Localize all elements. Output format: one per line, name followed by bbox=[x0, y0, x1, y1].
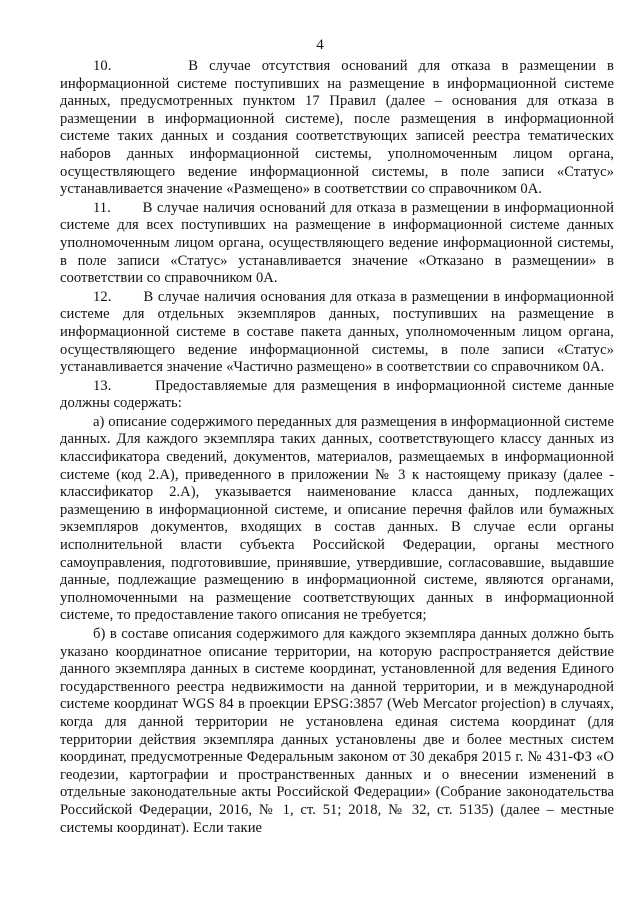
paragraph-12: 12. В случае наличия основания для отказа в размещении в информационной системе для отдельных экземпляров данных, поступивших на размещение в информационной системе в составе пакета данных, уполномоченным лицом органа, осуществляющего ведение информационной системы, в поле записи «Статус» устанавливается значение «Частично размещено» в соответствии со справочником 0А. bbox=[60, 288, 614, 376]
document-body bbox=[60, 58, 614, 838]
paragraph-10: 10. В случае отсутствия оснований для отказа в размещении в информационной системе поступивших на размещение в информационной системе данных, предусмотренных пунктом 17 Правил (далее – основания для отказа в размещении в информационной системе), после размещения в информационной системе таких данных и создания соответствующих записей реестра тематических наборов данных информационной системы, уполномоченным лицом органа, осуществляющего ведение информационной системы, в поле записи «Статус» устанавливается значение «Размещено» в соответствии со справочником 0А. bbox=[60, 58, 614, 198]
subparagraph-b: б) в составе описания содержимого для каждого экземпляра данных должно быть указано координатное описание территории, на которую распространяется действие данного экземпляра данных в системе координат, установленной для ведения Единого государственного реестра недвижимости на данной территории, и в международной системе координат WGS 84 в проекции EPSG:3857 (Web Mercator projection) в случаях, когда для данной территории не установлена единая система координат (для территории действия экземпляра данных установлены две и более местных систем координат, предусмотренные Федеральным законом от 30 декабря 2015 г. № 431-ФЗ «О геодезии, картографии и пространственных данных и о внесении изменений в отдельные законодательные акты Российской Федерации» (Собрание законодательства Российской Федерации, 2016, № 1, ст. 51; 2018, № 32, ст. 5135) (далее – местные системы координат). Если такие bbox=[60, 626, 614, 836]
subparagraph-a: а) описание содержимого переданных для размещения в информационной системе данных. Для каждого экземпляра таких данных, соответствующего классу данных из классификатора сведений, документов, материалов, размещаемых в информационной системе (код 2.А), приведенного в приложении № 3 к настоящему приказу (далее - классификатор 2.А), указывается наименование класса данных, подлежащих размещению в информационной системе, и описание перечня файлов или бумажных экземпляров документов, входящих в состав данных. В случае если органы исполнительной власти субъекта Российской Федерации, органы местного самоуправления, подготовившие, принявшие, утвердившие, согласовавшие, выдавшие данные, подлежащие размещению в информационной системе, являются органами, уполномоченными на размещение соответствующих данных в информационной системе, то предоставление такого описания не требуется; bbox=[60, 413, 614, 624]
paragraph-13: 13. Предоставляемые для размещения в информационной системе данные должны содержать: bbox=[60, 377, 614, 412]
paragraph-11: 11. В случае наличия оснований для отказа в размещении в информационной системе для всех поступивших на размещение в информационной системе данных уполномоченным лицом органа, осуществляющего ведение информационной системы, в поле записи «Статус» устанавливается значение «Отказано в размещении» в соответствии со справочником 0А. bbox=[60, 199, 614, 287]
page-number: 4 bbox=[316, 37, 324, 53]
